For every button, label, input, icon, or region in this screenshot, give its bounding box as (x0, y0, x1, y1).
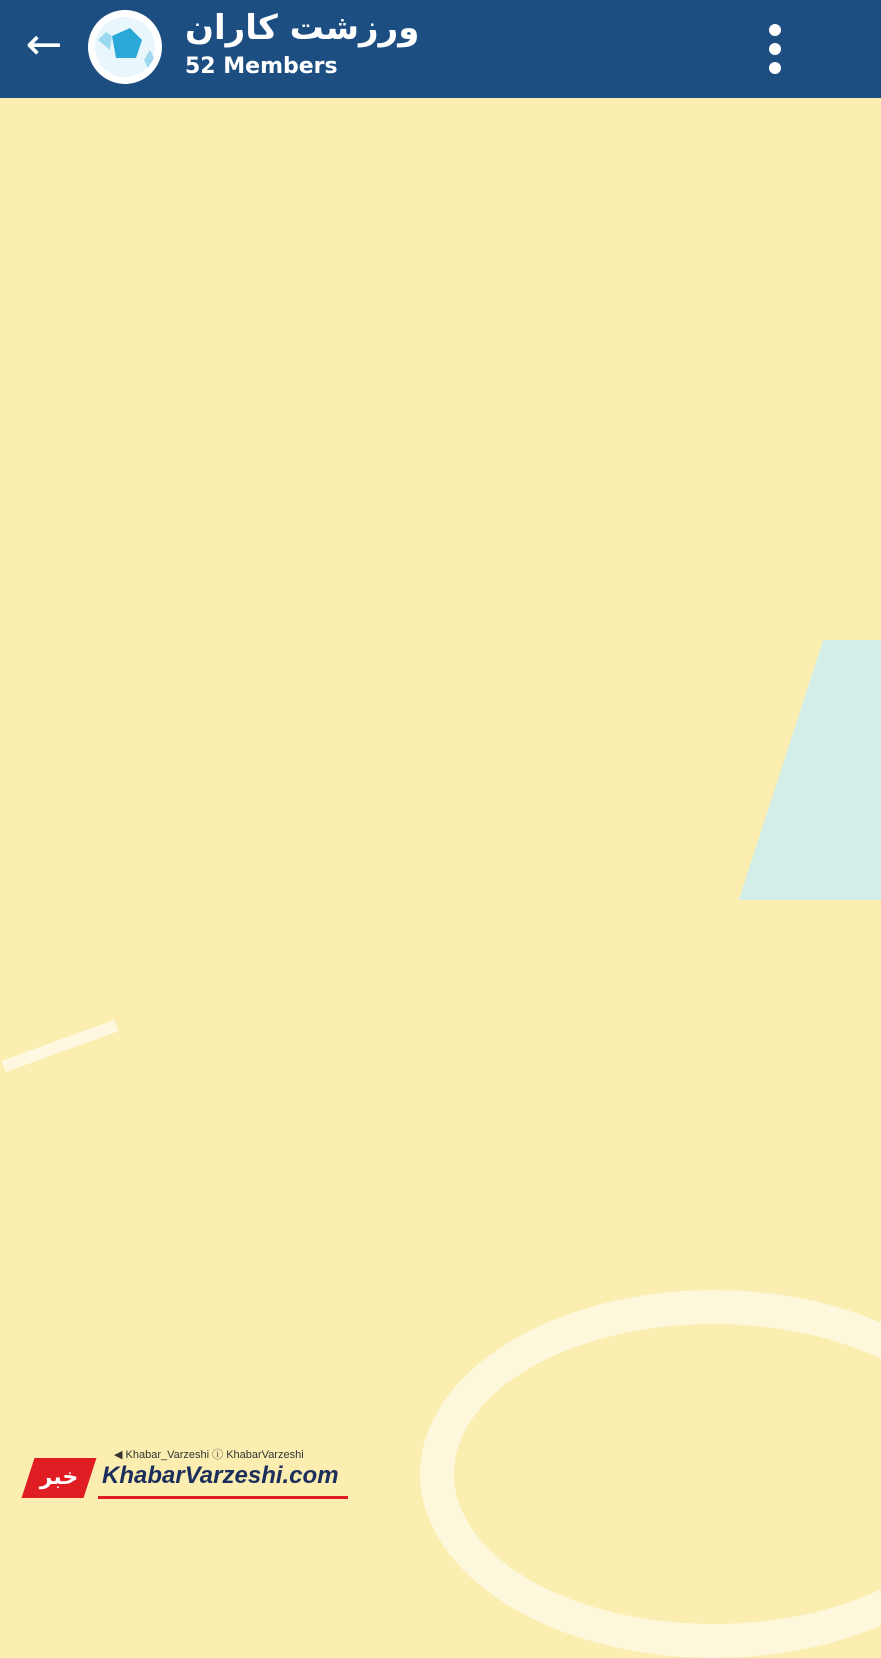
social-handles: ◀ Khabar_Varzeshi ⓘ KhabarVarzeshi (114, 1449, 304, 1461)
more-vertical-icon[interactable] (765, 24, 785, 78)
logo-underline (98, 1496, 348, 1499)
group-avatar[interactable] (88, 10, 162, 84)
member-count: 52 Members (185, 54, 338, 79)
chat-header (0, 0, 881, 98)
watermark-logo (18, 1442, 348, 1506)
site-name: KhabarVarzeshi.com (102, 1462, 339, 1489)
background-stripe (739, 640, 881, 900)
back-arrow-icon[interactable]: ← (25, 19, 63, 70)
group-title: ورزشت کاران (185, 8, 420, 48)
background-arc (420, 1290, 881, 1658)
background-line (2, 1020, 119, 1072)
soccer-ball-icon (88, 10, 162, 84)
logo-badge: خبر (22, 1458, 97, 1498)
